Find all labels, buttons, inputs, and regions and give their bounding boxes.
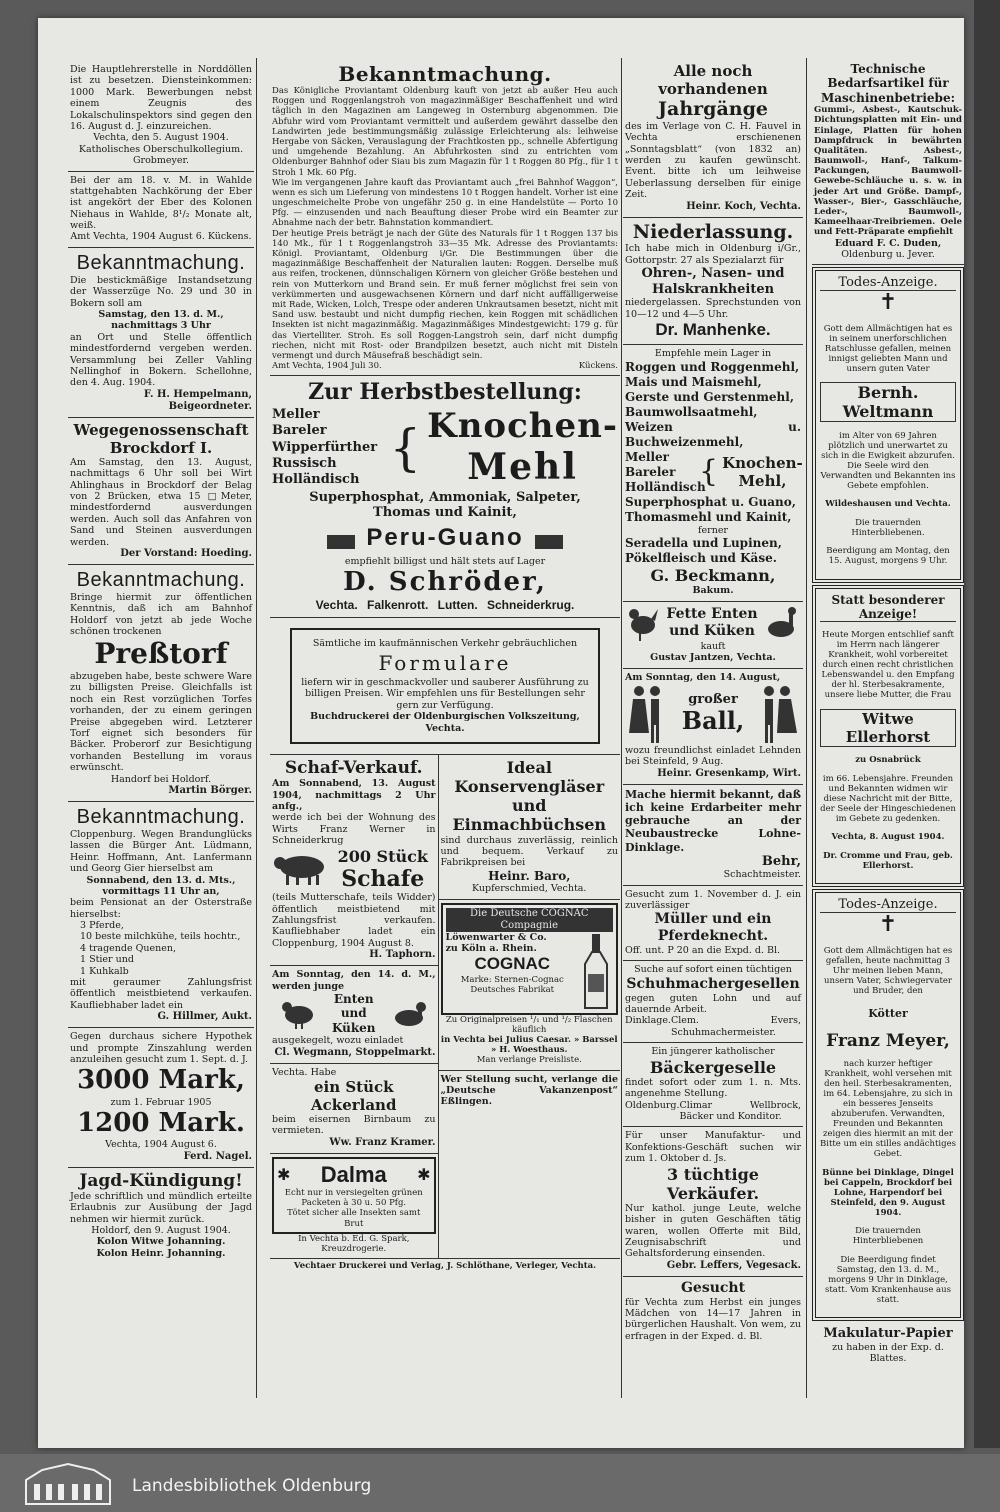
column-1 xyxy=(68,58,254,1263)
ad-presstorf xyxy=(68,565,254,802)
ad-place: Dinklage. xyxy=(625,1015,671,1027)
ad-text: für Vechta zum Herbst ein junges Mädchen von 14—17 Jahren in bürgerlichen Haushalt. Von wem, zu erfragen in der Exped. d. Bl. xyxy=(625,1296,801,1342)
ad-text: liefern wir in geschmackvoller und sauberer Ausführung zu billigen Preisen. Wir empfehlen uns für Bestellungen sehr gern zur Verfügung. xyxy=(301,676,589,711)
ad-title: Todes-Anzeige. xyxy=(820,897,956,913)
ad-signature: Gustav Jantzen, Vechta. xyxy=(650,652,776,664)
ad-signature: F. H. Hempelmann, Beigeordneter. xyxy=(143,388,252,412)
hen-icon xyxy=(279,999,317,1029)
ad-place: Oldenburg. xyxy=(625,1099,680,1111)
ad-place: Wildeshausen und Vechta. xyxy=(825,499,951,510)
list-item: Thomasmehl und Kainit, xyxy=(625,509,792,524)
printer-imprint: Vechtaer Druckerei und Verlag, J. Schlöthane, Verleger, Vechta. xyxy=(270,1258,620,1271)
ad-title: Jahrgänge xyxy=(658,98,768,120)
library-building-icon xyxy=(22,1462,114,1506)
ad-niederlassung xyxy=(623,218,803,346)
ad-headline: Ball, xyxy=(681,706,745,736)
ad-signature: Schachtmeister. xyxy=(723,869,801,881)
ad-text: Cloppenburg. Wegen Brandunglücks lassen die Bürger Ant. Lüdmann, Heinr. Hoffmann, Ant. Lanfermann und Georg Gier hierselbst am xyxy=(70,828,252,875)
column-2-left xyxy=(270,755,439,1258)
ad-text: beim eisernen Birnbaum zu vermieten. xyxy=(272,1113,436,1137)
ad-signature: G. Beckmann, xyxy=(650,566,776,586)
ad-ball xyxy=(623,669,803,785)
ad-signature: Dr. Manhenke. xyxy=(655,320,771,340)
ornament-icon xyxy=(327,535,355,549)
list-item: Holländisch xyxy=(625,479,706,494)
list-item: Meller xyxy=(625,449,669,464)
ad-title: Makulatur-Papier xyxy=(823,1326,953,1342)
ad-place: Bünne bei Dinklage, Dingel bei Cappeln, Brockdorf bei Lohne, Harpendorf bei Steinfeld, den 9. August 1904. xyxy=(822,1167,954,1218)
ad-place: Vechta, 1904 August 6. xyxy=(105,1139,217,1151)
ad-title: Bekanntmachung. xyxy=(338,62,552,86)
ad-signature: Die trauernden Hinterbliebenen. xyxy=(851,517,925,538)
list-item: Roggen und Roggenmehl, xyxy=(625,359,800,374)
ad-text: Bei der am 18. v. M. in Wahlde stattgehabten Nachkörung der Eber ist angekört der Eber des Kolonen Niehaus in Wahlde, 8¹/₂ Monate alt, weiß. xyxy=(70,174,252,232)
ad-signature: Die trauernden Hinterbliebenen xyxy=(852,1226,924,1247)
ad-amount: 3000 Mark, xyxy=(77,1065,245,1096)
ad-text: Ein jüngerer katholischer xyxy=(651,1046,775,1058)
ad-text: im Alter von 69 Jahren plötzlich und unerwartet zu sich in die Ewigkeit abzurufen. Die Seele wird den Verwandten und Bekannten ins Gebete empfohlen. xyxy=(820,430,956,491)
ad-cloppenburg-auction xyxy=(68,802,254,1028)
sheep-icon xyxy=(272,851,330,887)
ad-title: Wegegenossenschaft Brockdorf I. xyxy=(73,420,249,457)
dancers-icon xyxy=(625,683,671,745)
list-item: Holländisch xyxy=(272,472,360,487)
ad-signature: Clem. Evers, Schuhmachermeister. xyxy=(670,1015,801,1038)
ad-text: Echt nur in versiegelten grünen Packeten à 30 u. 50 Pfg. xyxy=(284,1188,423,1209)
ad-title: Technische Bedarfsartikel für Maschinenbetriebe: xyxy=(820,62,956,105)
ad-text: Am Samstag, den 13. August, nachmittags 6 Uhr soll bei Wirt Ahlinghaus in Brockdorf der Belag von 2 Brücken, etwa 15 □Meter, mindestfordernd ausverdungen werden. Auch soll das Anfahren von Sand und Steinen ausverdungen werden. xyxy=(70,456,252,548)
ad-text: Off. unt. P 20 an die Expd. d. Bl. xyxy=(625,945,781,957)
library-name: Landesbibliothek Oldenburg xyxy=(132,1476,372,1496)
ad-text: des im Verlage von C. H. Fauvel in Vechta erschienenen „Sonntagsblatt“ (von 1832 an) werden zu kaufen gewünscht. Event. bitte ich um leihweise Ueberlassung derselben für einige Zeit. xyxy=(625,120,801,201)
ad-firm: Löwenwarter & Co. xyxy=(445,931,547,943)
ad-text: Das Königliche Proviantamt Oldenburg kauft von jetzt ab außer Heu auch Roggen und Roggenlangstroh von magazinmäßiger Beschaffenheit und wird täglich in den Magazinen am Langeweg in Osternburg abgenommen. Die Abfuhr wird vom Proviantamt vermittelt und außerdem gewährt dasselbe den Landwirten jede bestimmungsmäßig zulässige Erleichterung als: leihweise Hergabe von Säcken, Verauslagung der Frachtkosten pp., schnelle Abfertigung und umgehende Bezahlung. An Abfuhrkosten sind zu entrichten vom Oldenburger Bahnhof oder Siau bis zum Magazin für 1 t Roggen 80 Pfg., für 1 t Stroh 1 Mk. 60 Pfg. xyxy=(272,86,618,178)
ad-headline: großer xyxy=(688,691,738,707)
column-rule xyxy=(256,58,257,1398)
ad-headline: 200 Stück xyxy=(337,846,428,866)
list-item: Seradella und Lupinen, xyxy=(625,536,782,551)
ad-wegegenossenschaft xyxy=(68,418,254,565)
cross-icon: ✝ xyxy=(878,912,898,938)
ad-title: Statt besonderer Anzeige! xyxy=(820,593,956,622)
list-item: 1 Kuhkalb xyxy=(80,965,129,977)
ad-enten-kueken xyxy=(270,966,438,1063)
list-item: Gerste und Gerstenmehl, xyxy=(625,389,794,404)
ad-headline: Schafe xyxy=(341,865,425,892)
ad-text: Gott dem Allmächtigen hat es gefallen, heute nachmittag 3 Uhr meinen lieben Mann, unsern Vater, Schwiegervater und Bruder, den xyxy=(823,945,953,996)
ad-text: Am Sonntag, den 14. August, xyxy=(625,671,781,683)
ad-proviantamt xyxy=(270,58,620,376)
ad-headline: Knochen- xyxy=(427,405,618,446)
ad-text: Empfehle mein Lager in xyxy=(654,348,772,360)
ad-signature: G. Hillmer, Aukt. xyxy=(157,1011,252,1023)
scan-edge xyxy=(974,0,1000,1448)
ad-text: Beerdigung am Montag, den 15. August, morgens 9 Uhr. xyxy=(826,546,950,567)
ad-text: beim Pensionat an der Osterstraße hierselbst: xyxy=(70,897,252,920)
ad-place: Handorf bei Holdorf. xyxy=(110,773,212,785)
ad-headline: Ohren-, Nasen- und Halskrankheiten xyxy=(641,266,785,297)
ad-text: Ich habe mich in Oldenburg i/Gr., Gottorpstr. 27 als Spezialarzt für xyxy=(625,243,801,266)
ad-verkaeufer xyxy=(623,1127,803,1277)
ad-title: Gesucht xyxy=(680,1279,746,1296)
ad-fette-enten xyxy=(623,602,803,669)
ad-bekanntmachung-bokern xyxy=(68,248,254,418)
ad-text: findet sofort oder zum 1. n. Mts. angenehme Stellung. xyxy=(625,1076,801,1100)
ad-title: Konservengläser und Einmachbüchsen xyxy=(452,777,607,835)
ad-headline: Mehl, xyxy=(738,472,787,491)
ad-amount: 1200 Mark. xyxy=(77,1107,245,1138)
ad-signature: Katholisches Oberschulkollegium. Grobmeyer. xyxy=(78,143,244,167)
ad-text: Vechta. Habe xyxy=(272,1066,337,1078)
column-rule xyxy=(621,58,622,1398)
ad-jahrgaenge xyxy=(623,58,803,218)
ad-title: Niederlassung. xyxy=(632,220,794,243)
ad-text: Gesucht zum 1. November d. J. ein zuverlässiger xyxy=(625,888,801,912)
column-3 xyxy=(623,58,803,1346)
list-item: 4 tragende Quenen, xyxy=(80,942,177,954)
column-rule xyxy=(806,58,807,1398)
list-item: Mais und Maismehl, xyxy=(625,374,762,389)
ad-text: Gummi-, Asbest-, Kautschuk-Dichtungsplatten mit Ein- und Einlage, Platten für hohen Dampfdruck in bewährten Qualitäten. Asbest-, Baumwoll-, Hanf-, Talkum-Packungen, Baumwoll-Gewebe-Schläuche u. s. w. in jeder Art und Größe. Dampf-, Wasser-, Bier-, Gasschläuche, Leder-, Baumwoll-, Kameelhaar-Treibriemen. Oele und Fett-Präparate empfiehlt xyxy=(814,105,962,238)
deceased-name: Witwe Ellerhorst xyxy=(820,709,956,747)
ad-hypothek xyxy=(68,1028,254,1167)
list-item: Meller xyxy=(272,407,320,422)
ad-headline: 3 tüchtige Verkäufer. xyxy=(666,1164,760,1203)
ad-title: Alle noch vorhandenen xyxy=(658,62,768,98)
ad-place: In Vechta b. Ed. G. Spark, Kreuzdrogerie. xyxy=(298,1233,410,1255)
ad-title: Bekanntmachung. xyxy=(76,805,246,828)
ad-text: Man verlange Preisliste. xyxy=(476,1055,582,1066)
ad-text: in Vechta bei Julius Caesar. » Barssel » H. Woesthaus. xyxy=(440,1035,618,1056)
ad-signature: Kückens. xyxy=(578,361,618,372)
ad-title: Formulare xyxy=(378,650,512,675)
ad-headline: Enten und Küken xyxy=(331,991,376,1035)
ad-signature: Buchdruckerei der Oldenburgischen Volkszeitung, Vechta. xyxy=(310,711,580,734)
ad-text: Die Hauptlehrerstelle in Norddöllen ist zu besetzen. Diensteinkommen: 1000 Mark. Bewerbungen nebst einem Zeugnis des Lokalschulinspektors sind gegen den 16. August d. J. einzureichen. xyxy=(70,64,252,132)
rooster-icon xyxy=(625,605,659,641)
ad-text: kauft xyxy=(700,640,726,652)
deceased-name: Franz Meyer, xyxy=(826,1030,950,1051)
ad-eber xyxy=(68,172,254,248)
column-2-right xyxy=(439,755,620,1258)
obituary-meyer xyxy=(812,889,964,1321)
ad-herbstbestellung xyxy=(270,376,620,617)
list-item: Wipperfürther xyxy=(272,439,378,455)
ad-text: Suche auf sofort einen tüchtigen xyxy=(634,964,792,976)
insect-icon: ✱ xyxy=(417,1165,431,1185)
ad-headline: Müller und ein Pferdeknecht. xyxy=(654,911,772,945)
ad-text: mit geraumer Zahlungsfrist öffentlich meistbietend verkaufen. Kaufliebhaber ladet ein xyxy=(70,977,252,1011)
ad-text: Superphosphat, Ammoniak, Salpeter, xyxy=(309,489,581,505)
ad-signature: Eduard F. C. Duden, xyxy=(834,237,942,249)
list-item: Weizen u. Buchweizenmehl, xyxy=(625,419,801,449)
ad-ackerland xyxy=(270,1064,438,1154)
list-item: 3 Pferde, xyxy=(80,920,124,932)
ad-title: Jagd-Kündigung! xyxy=(79,1170,243,1191)
ad-signature: Martin Börger. xyxy=(168,784,252,796)
column-2 xyxy=(270,58,620,1271)
list-item: 1 Stier und xyxy=(80,954,134,966)
ad-text: Mache hiermit bekannt, daß ich keine Erdarbeiter mehr gebrauche an der Neubaustrecke Lohne-Dinklage. xyxy=(625,787,801,854)
obituary-ellerhorst xyxy=(812,585,964,888)
ad-place: Vechta, den 5. August 1904. xyxy=(93,132,229,144)
ad-title: Bekanntmachung. xyxy=(76,568,246,591)
ad-place: Oldenburg u. Jever. xyxy=(841,249,935,260)
ad-text: Wie im vergangenen Jahre kauft das Proviantamt auch „frei Bahnhof Waggon“, wenn es sich um Lieferung von mindestens 10 t Roggen handelt. Vorher ist eine ungeschmeichelte Probe von ungefähr 250 g. in eine Handelstüte — Porto 10 Pfg. — einzusenden und nach Beauftung dieser Probe wird ein Beamter zur Abnahme nach der betr. Bahnstation kommandiert. xyxy=(272,177,618,229)
ad-place: Holdorf, den 9. August 1904. xyxy=(91,1225,231,1237)
ad-technische-bedarfsartikel xyxy=(812,58,964,265)
ad-vakanzenpost xyxy=(439,1071,620,1112)
deceased-name: Bernh. Weltmann xyxy=(820,382,956,422)
brace-icon: { xyxy=(389,418,422,477)
ad-headline: COGNAC xyxy=(474,954,551,974)
ad-title: Ideal xyxy=(506,757,552,777)
ad-text: gegen guten Lohn und auf dauernde Arbeit. xyxy=(625,992,801,1016)
ad-signature: Amt Vechta, 1904 August 6. Kückens. xyxy=(70,231,252,243)
ad-text: Zu Originalpreisen ¹/₁ und ¹/₂ Flaschen käuflich xyxy=(445,1014,613,1035)
ad-place: Kupferschmied, Vechta. xyxy=(472,883,587,895)
ad-text: ferner xyxy=(698,524,728,536)
list-item: Bareler xyxy=(272,423,327,439)
ad-place: Amt Vechta, 1904 Juli 30. xyxy=(272,361,382,372)
ad-text: Sämtliche im kaufmännischen Verkehr gebräuchlichen xyxy=(312,637,578,649)
ad-places: Vechta. Falkenrott. Lutten. Schneiderkrug. xyxy=(315,598,575,613)
ad-text: Wer Stellung sucht, verlange die „Deutsche Vakanzenpost“ Eßlingen. xyxy=(440,1073,618,1108)
ad-hauptlehrerstelle xyxy=(68,58,254,172)
ad-schaf-verkauf xyxy=(270,755,438,966)
duck-icon xyxy=(391,999,429,1029)
ad-text: sind durchaus zuverlässig, reinlich und bequem. Verkauf zu Fabrikpreisen bei xyxy=(440,834,618,869)
ad-text: (teils Mutterschafe, teils Widder) öffentlich meistbietend mit Zahlungsfrist verkaufen. Kaufliebhaber ladet ein Cloppenburg, 1904 August 8. xyxy=(272,892,436,949)
ad-text: Für unser Manufaktur- und Konfektions-Geschäft suchen wir zum 1. Oktober d. Js. xyxy=(625,1130,801,1165)
ad-signature: Climar Wellbrock, Bäcker und Konditor. xyxy=(679,1099,801,1122)
brace-icon: { xyxy=(699,454,719,490)
ad-signature: H. Taphorn. xyxy=(369,949,436,961)
ad-signature: Behr, xyxy=(761,853,801,869)
list-item: Superphosphat u. Guano, xyxy=(625,494,796,509)
ad-text: empfiehlt billigst und hält stets auf Lager xyxy=(344,555,546,567)
ad-text: Kötter xyxy=(868,1006,908,1020)
ad-title: Schaf-Verkauf. xyxy=(284,757,423,778)
ad-place: Vechta, 8. August 1904. xyxy=(831,832,945,843)
newspaper-page xyxy=(38,18,964,1448)
ad-schuhmacher xyxy=(623,961,803,1043)
ad-beckmann xyxy=(623,345,803,601)
bottle-icon xyxy=(579,932,613,1010)
library-footer xyxy=(0,1454,1000,1512)
ad-place: zu Osnabrück xyxy=(855,755,921,766)
ad-title: Bekanntmachung. xyxy=(76,251,246,274)
ad-text: wozu freundlichst einladet Lehnden bei Steinfeld, 9 Aug. xyxy=(625,745,801,768)
ad-title: Todes-Anzeige. xyxy=(820,275,956,291)
ad-text: Gegen durchaus sichere Hypothek und prompte Zinszahlung werden anzuleihen gesucht zum 1. Sept. d. J. xyxy=(70,1031,252,1065)
insect-icon: ✱ xyxy=(277,1165,291,1185)
ad-text: Der heutige Preis beträgt je nach der Güte des Naturals für 1 t Roggen 137 bis 140 Mk., für 1 t Roggenlangstroh 33—35 Mk. Adresse des Proviantamts: Königl. Proviantamt, Oldenburg i/Gr. Die Bestimmungen über die magazinmäßige Beschaffenheit der Naturalien lauten: Roggen. Derselbe muß aus reifen, trockenen, dünnschaligen Körnern von gleicher Größe bestehen und rein von Mutterkorn und Brand sein. Er muß ferner möglichst frei sein von verkümmerten und ausgewachsenen Körnern und darf nicht auffälligerweise mit Rade, Wicken, Lolch, Trespe oder anderen Unkrautsamen besetzt, nicht mit Sand usw. bestaubt und nicht dumpfig riechen, kein Roggen mit schädlichen Insekten ist nicht magazinmäßig. Magazinmäßiges Mindestgewicht: 179 g. für das Viertelliter. Stroh. Es soll Roggen-Langstroh sein, darf nicht dumpfig riechen, nicht mit Rost- oder Brandpilzen besetzt, auch nicht mit Disteln vermengt und durch Mäusefraß beschädigt sein. xyxy=(272,228,618,361)
ad-signature: Ferd. Nagel. xyxy=(183,1150,252,1162)
ad-headline: Bäckergeselle xyxy=(649,1057,777,1077)
ad-jagd-kuendigung xyxy=(68,1168,254,1264)
ad-headline: Knochen- xyxy=(722,454,803,473)
ad-headline: Peru-Guano xyxy=(366,523,524,551)
cross-icon: ✝ xyxy=(878,290,898,316)
ad-text: Thomas und Kainit, xyxy=(373,505,517,521)
ad-title: Zur Herbstbestellung: xyxy=(308,379,582,406)
ad-mueller xyxy=(623,886,803,962)
ad-text: Heute Morgen entschlief sanft im Herrn nach längerer Krankheit, wohl vorbereitet durch einen recht christlichen Lebenswandel u. den Empfang der hl. Sterbesakramente, unsere liebe Mutter, die Frau xyxy=(821,630,955,701)
ad-signature: Dr. Cromme und Frau, geb. Ellerhorst. xyxy=(823,850,953,871)
ad-text: ausgekegelt, wozu einladet xyxy=(272,1035,404,1047)
ad-firm: D. Schröder, xyxy=(343,567,547,597)
list-item: Russisch xyxy=(272,455,337,471)
ad-text: werde ich bei der Wohnung des Wirts Franz Werner in Schneiderkrug xyxy=(272,812,436,847)
ad-title: Dalma xyxy=(320,1161,387,1187)
ad-signature: Heinr. Baro, xyxy=(488,868,571,883)
ad-text: Die Beerdigung findet Samstag, den 13. d. M., morgens 9 Uhr in Dinklage, statt. Vom Krankenhause aus statt. xyxy=(825,1254,951,1305)
ad-text: Bringe hiermit zur öffentlichen Kenntnis, daß ich am Bahnhof Holdorf von jetzt ab jede Woche schönen trockenen xyxy=(70,591,252,638)
ad-text: nach kurzer heftiger Krankheit, wohl versehen mit den heil. Sterbesakramenten, im 64. Lebensjahre, zu sich in ein besseres Jenseits abzuberufen. Verwandten, Freunden und Bekannten zeigen dies hiermit an mit der Bitte um ein stilles andächtiges Gebet. xyxy=(820,1059,956,1160)
list-item: 10 beste milchkühe, teils hochtr., xyxy=(80,931,241,943)
obituary-weltmann xyxy=(812,267,964,583)
fertilizer-kinds xyxy=(272,407,389,488)
ad-text: abzugeben habe, beste schwere Ware zu billigsten Preise. Gleichfalls ist noch ein Rest vorzüglichen Torfes vorhanden, der zu einem geringen Preise abgegeben wird. Letzterer Torf eignet sich besonders für Bäcker. Proberorf zur Besichtigung vorhanden Bestellung im voraus erwünscht. xyxy=(70,671,252,774)
goose-icon xyxy=(765,605,801,641)
ad-cognac xyxy=(439,900,620,1071)
ad-date: Sonnabend, den 13. d. Mts., vormittags 11 Uhr an, xyxy=(86,874,236,897)
ad-date: Am Sonnabend, 13. August 1904, nachmittags 2 Uhr anfg., xyxy=(272,778,436,813)
ad-text: Die bestickmäßige Instandsetzung der Wasserzüge No. 29 und 30 in Bokern soll am xyxy=(70,274,252,309)
ad-place: Bakum. xyxy=(692,585,734,597)
ad-headline: Fette Enten und Küken xyxy=(666,606,758,639)
ad-dalma xyxy=(270,1154,438,1259)
ad-signature: Der Vorstand: Hoeding. xyxy=(120,547,252,559)
ad-formulare xyxy=(270,618,620,755)
ad-text: Nur kathol. junge Leute, welche bisher in guten Geschäften tätig waren, wollen Offerte mit Bild, Zeugnisabschrift und Gehaltsforderung einsenden. xyxy=(625,1202,801,1260)
ad-headline: Schuhmachergesellen xyxy=(626,975,800,992)
ad-headline: Preßtorf xyxy=(94,637,228,671)
ad-signature: Kolon Witwe Johanning. xyxy=(96,1236,226,1248)
ad-date: zum 1. Februar 1905 xyxy=(110,1096,212,1108)
list-item: Bareler xyxy=(625,464,676,479)
ad-signature: Gebr. Leffers, Vegesack. xyxy=(666,1259,801,1271)
ad-text: Am Sonntag, den 14. d. M., werden junge xyxy=(272,969,436,992)
list-item: Pökelfleisch und Käse. xyxy=(625,551,777,566)
ad-erdarbeiter xyxy=(623,785,803,886)
list-item: Baumwollsaatmehl, xyxy=(625,404,758,419)
ornament-icon xyxy=(535,535,563,549)
ad-makulatur xyxy=(812,1323,964,1368)
ad-signature: Cl. Wegmann, Stoppelmarkt. xyxy=(274,1046,436,1058)
ad-text: niedergelassen. Sprechstunden von 10—12 und 4—5 Uhr. xyxy=(625,297,801,320)
ad-gesucht-maedchen xyxy=(623,1277,803,1346)
ad-konservenglaeser xyxy=(439,755,620,900)
ad-signature: Heinr. Gresenkamp, Wirt. xyxy=(657,767,801,779)
ad-headline: Mehl xyxy=(467,446,578,489)
ad-date: Samstag, den 13. d. M., nachmittags 3 Uhr xyxy=(98,309,224,332)
ad-text: zu haben in der Exp. d. Blattes. xyxy=(832,1341,944,1365)
ad-text: Marke: Sternen-Cognac Deutsches Fabrikat xyxy=(460,974,564,995)
ad-signature: Kolon Heinr. Johanning. xyxy=(96,1247,226,1259)
ad-baeckergeselle xyxy=(623,1043,803,1127)
dancers-icon xyxy=(755,683,801,745)
ad-text: im 66. Lebensjahre. Freunden und Bekannten widmen wir diese Nachricht mit der Bitte, der Seele der Hingeschiedenen im Gebete zu gedenken. xyxy=(820,773,956,824)
column-4 xyxy=(812,58,964,1369)
ad-signature: Ww. Franz Kramer. xyxy=(329,1136,436,1148)
ad-text: Tötet sicher alle Insekten samt Brut xyxy=(287,1208,421,1229)
ad-headline: ein Stück Ackerland xyxy=(311,1077,397,1114)
ad-text: Gott dem Allmächtigen hat es in seinem unerforschlichen Ratschlusse gefallen, meinen innigst geliebten Mann und unsern guten Vater xyxy=(823,323,953,374)
ad-signature: Heinr. Koch, Vechta. xyxy=(686,200,801,212)
cognac-banner: Die Deutsche COGNAC Compagnie xyxy=(446,908,613,932)
ad-text: Jede schriftlich und mündlich erteilte Erlaubnis zur Ausübung der Jagd nehmen wir hiermit zurück. xyxy=(70,1190,252,1225)
ad-text: an Ort und Stelle öffentlich mindestfordernd vergeben werden. Versammlung bei Zeller Vahling Nellinghof in Bokern. Schellohne, den 4. Aug. 1904. xyxy=(70,331,252,389)
ad-place: zu Köln a. Rhein. xyxy=(445,943,537,955)
